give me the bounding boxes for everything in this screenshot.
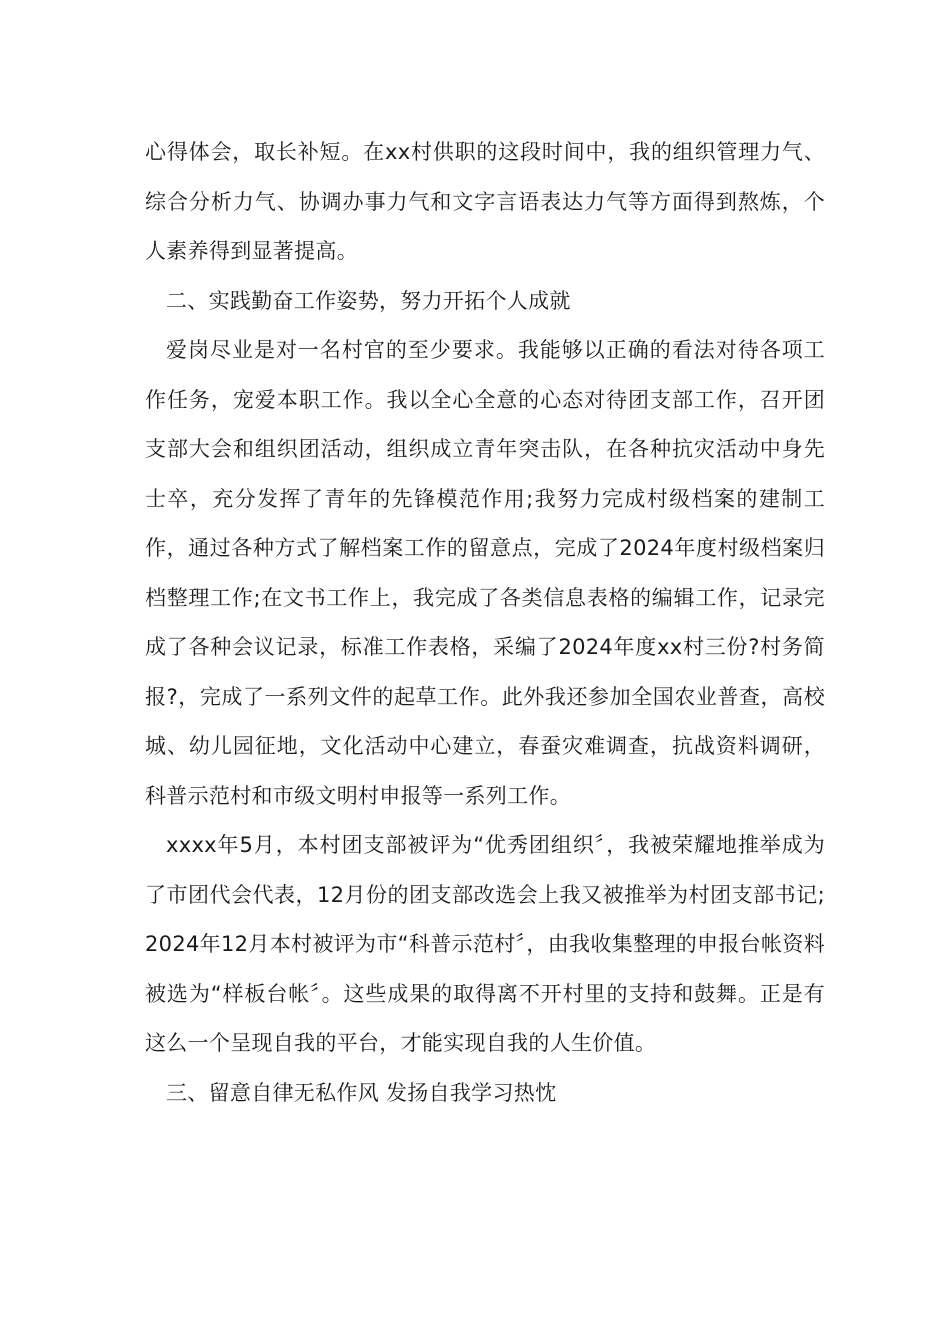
paragraph-achievements: xxxx年5月，本村团支部被评为“优秀团组织〞，我被荣耀地推举成为了市团代会代表，12月份的团支部改选会上我又被推举为村团支部书记;2024年12月本村被评为市“科普示范村〞，由我收集整理的申报台帐资料被选为“样板台帐〞。这些成果的取得离不开村里的支持和鼓舞。正是有这么一个呈现自我的平台，才能实现自我的人生价值。 [145,833,825,1055]
section-heading-2: 二、实践勤奋工作姿势，努力开拓个人成就 [166,288,571,313]
document-body [145,128,825,1118]
section-heading-3: 三、留意自律无私作风 发扬自我学习热忱 [166,1080,557,1105]
paragraph-continuation: 心得体会，取长补短。在xx村供职的这段时间中，我的组织管理力气、综合分析力气、协调办事力气和文字言语表达力气等方面得到熬炼，个人素养得到显著提高。 [145,140,825,263]
paragraph-work-duties: 爱岗尽业是对一名村官的至少要求。我能够以正确的看法对待各项工作任务，宠爱本职工作。我以全心全意的心态对待团支部工作，召开团支部大会和组织团活动，组织成立青年突击队，在各种抗灾活动中身先士卒，充分发挥了青年的先锋模范作用;我努力完成村级档案的建制工作，通过各种方式了解档案工作的留意点，完成了2024年度村级档案归档整理工作;在文书工作上，我完成了各类信息表格的编辑工作，记录完成了各种会议记录，标准工作表格，采编了2024年度xx村三份?村务简报?，完成了一系列文件的起草工作。此外我还参加全国农业普查，高校城、幼儿园征地，文化活动中心建立，春蚕灾难调查，抗战资料调研，科普示范村和市级文明村申报等一系列工作。 [145,338,825,808]
